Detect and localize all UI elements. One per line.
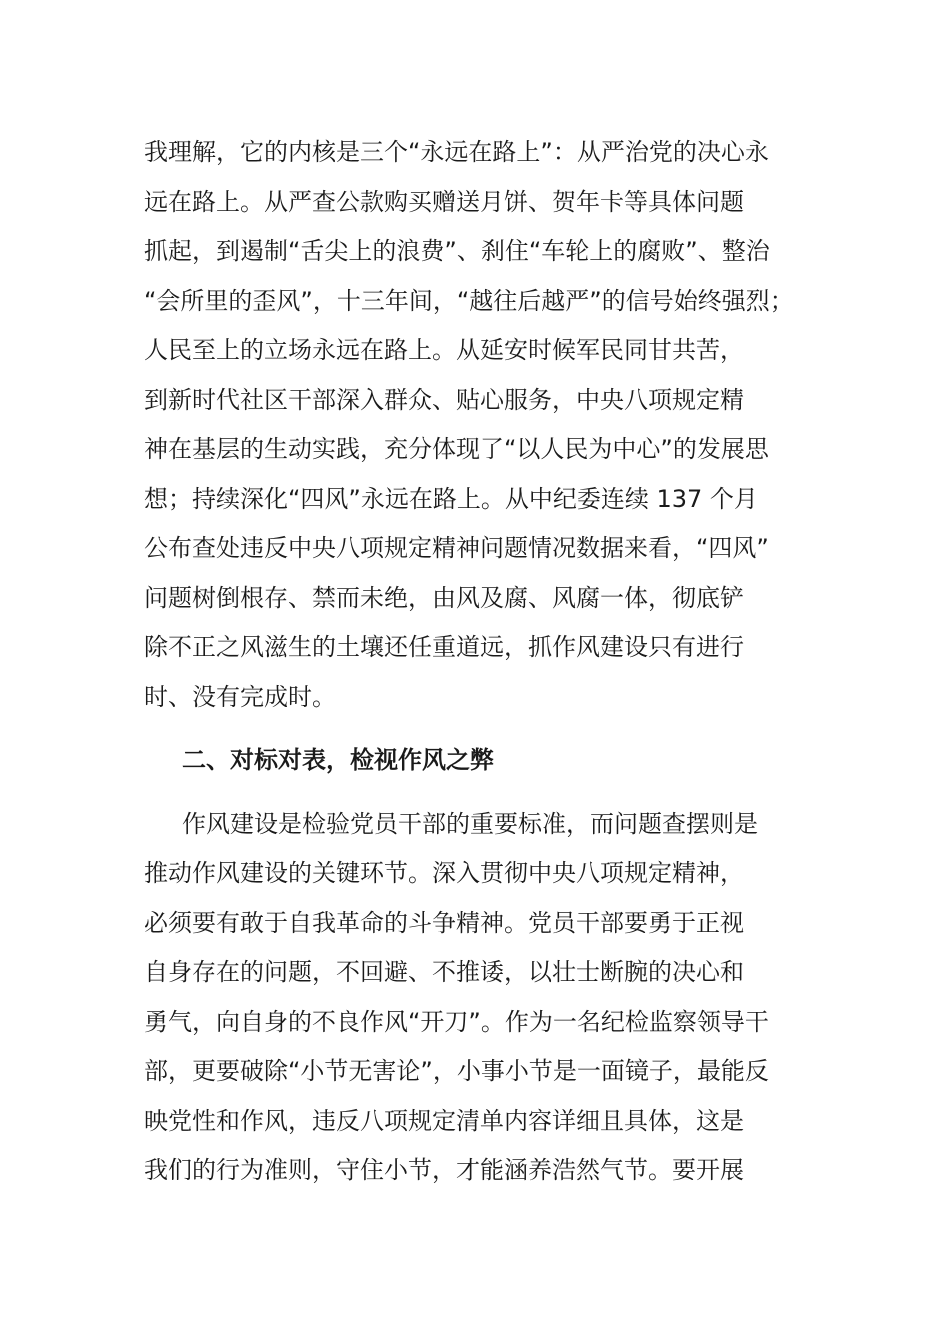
text-line: “会所里的歪风”，十三年间，“越往后越严”的信号始终强烈； — [144, 286, 794, 315]
text-line: 除不正之风滋生的土壤还任重道远，抓作风建设只有进行 — [144, 633, 744, 661]
text-line: 想；持续深化“四风”永远在路上。从中纪委连续 137 个月 — [144, 484, 758, 513]
section-heading: 二、对标对表，检视作风之弊 — [182, 746, 494, 774]
text-line: 到新时代社区干部深入群众、贴心服务，中央八项规定精 — [144, 385, 744, 414]
text-line: 部，更要破除“小节无害论”，小事小节是一面镜子，最能反 — [144, 1057, 769, 1085]
paragraph-gap — [144, 722, 808, 736]
text-line: 自身存在的问题，不回避、不推诿，以壮士断腕的决心和 — [144, 958, 744, 986]
text-line: 公布查处违反中央八项规定精神问题情况数据来看，“四风” — [144, 534, 769, 562]
text-line: 人民至上的立场永远在路上。从延安时候军民同甘共苦， — [144, 336, 744, 364]
text-line: 我理解，它的内核是三个“永远在路上”：从严治党的决心永 — [144, 138, 769, 166]
paragraph-2 — [144, 800, 808, 1196]
text-line: 问题树倒根存、禁而未绝，由风及腐、风腐一体，彻底铲 — [144, 583, 744, 612]
text-line: 推动作风建设的关键环节。深入贯彻中央八项规定精神， — [144, 859, 744, 887]
text-line: 神在基层的生动实践，充分体现了“以人民为中心”的发展思 — [144, 435, 769, 463]
text-line: 时、没有完成时。 — [144, 682, 336, 711]
text-line: 我们的行为准则，守住小节，才能涵养浩然气节。要开展 — [144, 1156, 744, 1184]
paragraph-1 — [144, 128, 808, 722]
text-line: 必须要有敢于自我革命的斗争精神。党员干部要勇于正视 — [144, 908, 744, 937]
paragraph-gap — [144, 786, 808, 800]
text-line: 抓起，到遏制“舌尖上的浪费”、刹住“车轮上的腐败”、整治 — [144, 237, 770, 265]
text-line: 勇气，向自身的不良作风“开刀”。作为一名纪检监察领导干 — [144, 1007, 769, 1036]
document-body — [144, 128, 808, 1196]
text-line: 远在路上。从严查公款购买赠送月饼、贺年卡等具体问题 — [144, 187, 744, 216]
text-line: 作风建设是检验党员干部的重要标准，而问题查摆则是 — [182, 809, 758, 838]
text-line: 映党性和作风，违反八项规定清单内容详细且具体，这是 — [144, 1106, 744, 1135]
